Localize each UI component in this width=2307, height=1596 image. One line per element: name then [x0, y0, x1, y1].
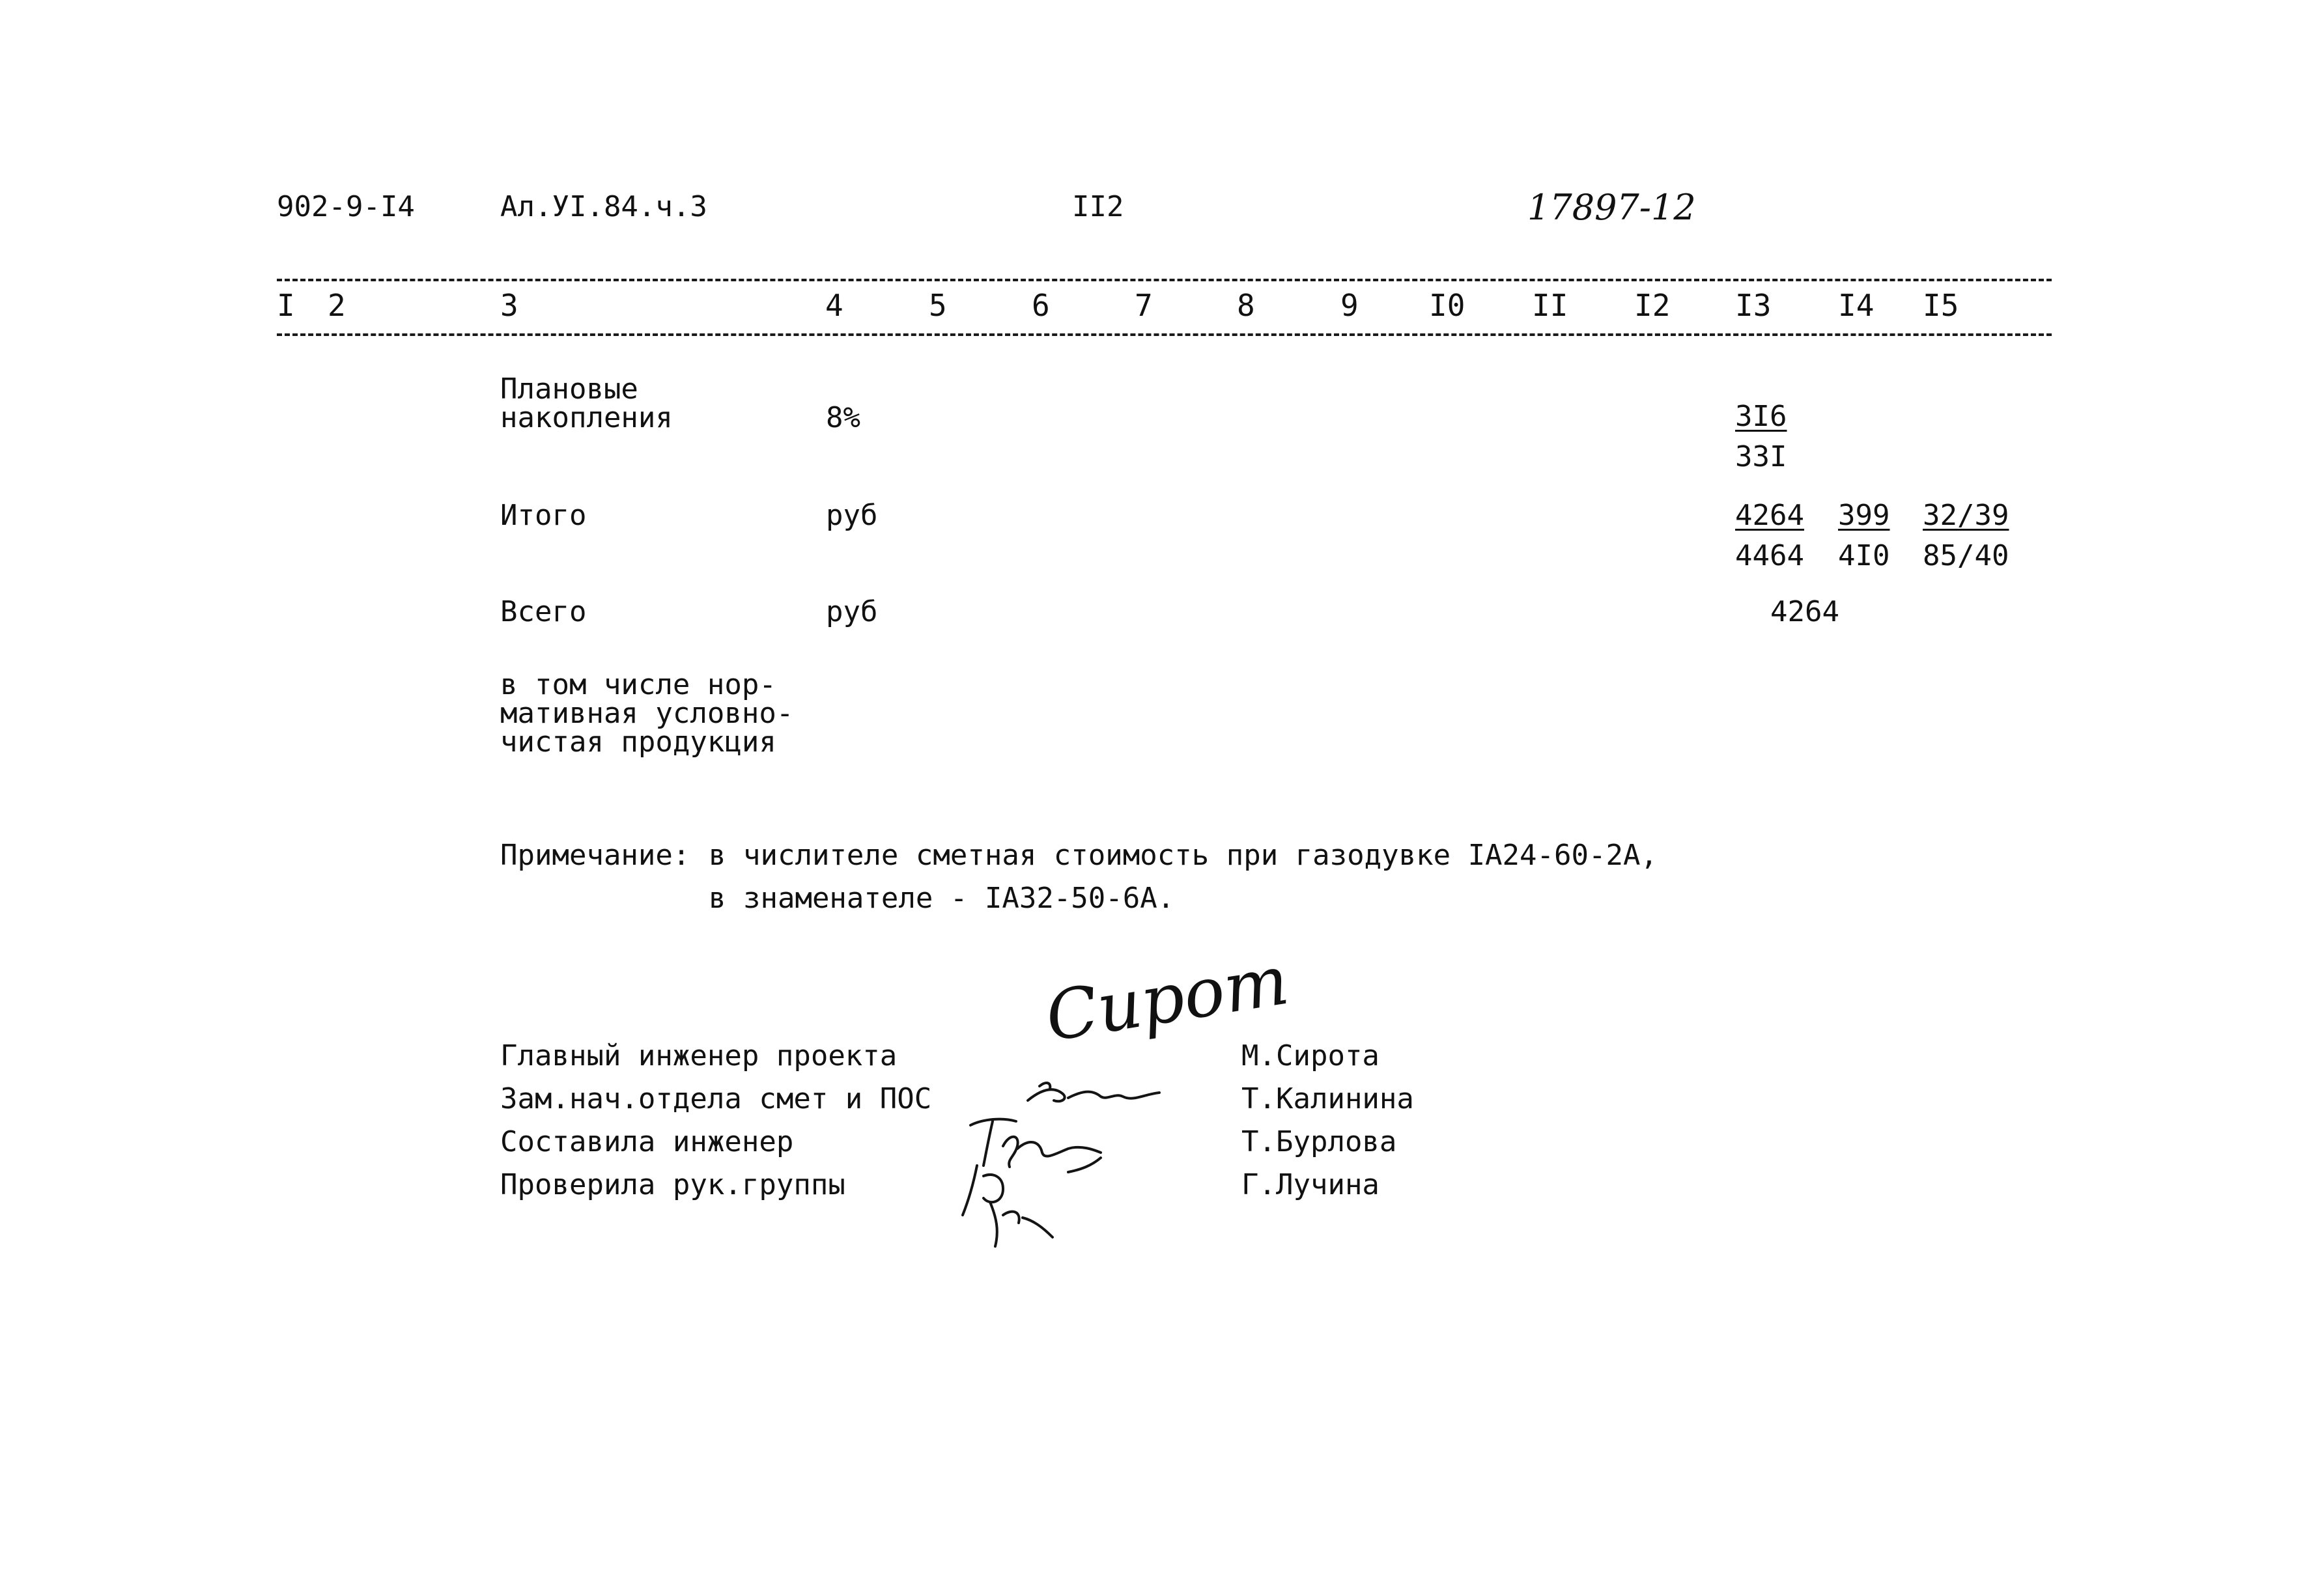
signatory-position: Проверила рук.группы — [500, 1168, 845, 1201]
total-label: Итого — [500, 499, 587, 532]
column-header-2: 2 — [328, 288, 346, 323]
column-header-6: 6 — [1032, 288, 1050, 323]
planned-label-line1: Плановые — [500, 372, 638, 406]
total-col15-numerator: 32/39 — [1923, 499, 2009, 532]
column-header-4: 4 — [825, 288, 843, 323]
signatory-name: М.Сирота — [1241, 1039, 1380, 1072]
column-header-11: II — [1532, 288, 1568, 323]
signatory-position: Составила инженер — [500, 1125, 794, 1158]
total-col13-denominator: 4464 — [1735, 539, 1804, 572]
column-header-7: 7 — [1135, 288, 1153, 323]
column-header-3: 3 — [500, 288, 518, 323]
planned-unit: 8% — [826, 401, 860, 434]
column-header-13: I3 — [1735, 288, 1772, 323]
column-header-9: 9 — [1340, 288, 1359, 323]
total-col15-denominator: 85/40 — [1923, 539, 2009, 572]
column-header-10: I0 — [1429, 288, 1465, 323]
planned-label-line2: накопления — [500, 401, 673, 434]
note-prefix: Примечание: — [500, 839, 690, 872]
page-number: II2 — [1072, 190, 1124, 223]
note-line2: в знаменателе - IА32-50-6А. — [709, 882, 1175, 915]
total-col13-numerator: 4264 — [1735, 499, 1804, 532]
signatory-name: Г.Лучина — [1241, 1168, 1380, 1201]
column-header-5: 5 — [929, 288, 947, 323]
project-code: 902-9-I4 — [277, 190, 415, 223]
signatory-position: Главный инженер проекта — [500, 1039, 898, 1072]
including-label: в том числе нор- мативная условно- чистая продукция — [500, 668, 794, 759]
column-header-1: I — [277, 288, 295, 323]
total-col14-numerator: 399 — [1838, 499, 1890, 532]
signatory-position: Зам.нач.отдела смет и ПОС — [500, 1082, 932, 1115]
signature-chief-engineer: Сирот — [1040, 940, 1294, 1057]
column-header-14: I4 — [1838, 288, 1875, 323]
column-header-12: I2 — [1634, 288, 1671, 323]
signatory-name: Т.Калинина — [1241, 1082, 1414, 1115]
grand-total-unit: руб — [826, 595, 878, 628]
planned-col13-denominator: 33I — [1735, 440, 1787, 473]
column-header-8: 8 — [1237, 288, 1255, 323]
grand-total-value: 4264 — [1770, 595, 1839, 628]
handwritten-number: 17897-12 — [1527, 187, 1696, 228]
planned-col13-numerator: 3I6 — [1735, 400, 1787, 433]
signatory-name: Т.Бурлова — [1241, 1125, 1397, 1158]
note-line1: в числителе сметная стоимость при газодувке IА24-60-2А, — [709, 839, 1658, 872]
album-reference: Ал.УI.84.ч.3 — [500, 190, 707, 223]
total-unit: руб — [826, 499, 878, 532]
total-col14-denominator: 4I0 — [1838, 539, 1890, 572]
column-header-15: I5 — [1923, 288, 1959, 323]
grand-total-label: Всего — [500, 595, 587, 628]
